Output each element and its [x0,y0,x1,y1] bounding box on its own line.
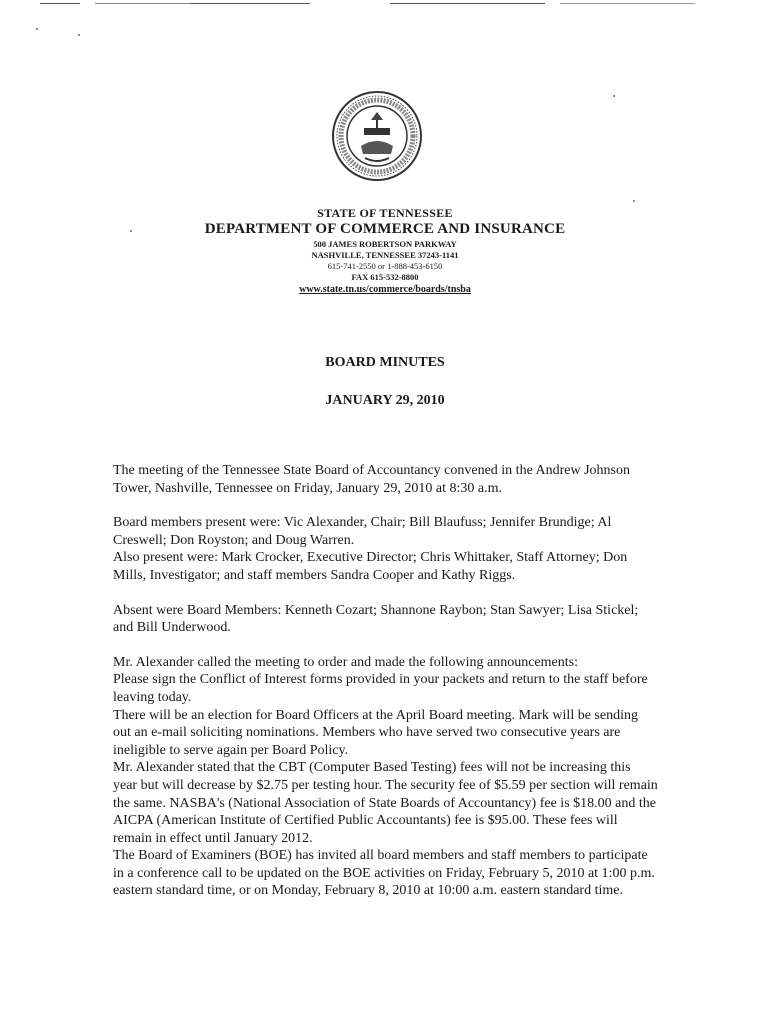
letterhead-department: DEPARTMENT OF COMMERCE AND INSURANCE [204,221,566,237]
scan-artifact-line [560,3,695,4]
tennessee-state-seal-icon [331,90,423,182]
letterhead-city: NASHVILLE, TENNESSEE 37243-1141 [311,250,459,260]
election-paragraph: There will be an election for Board Officers at the April Board meeting. Mark will be sending out an e-mail soliciting nominations. Members who have served two consecutive years are ineligible to serve again per Board Policy. [113,707,638,758]
scan-speck [78,34,80,36]
call-to-order-paragraph: Mr. Alexander called the meeting to order and made the following announcements: [113,654,578,670]
conflict-forms-paragraph: Please sign the Conflict of Interest forms provided in your packets and return to the staff before leaving today. [113,672,648,705]
absent-paragraph: Absent were Board Members: Kenneth Cozart; Shannone Raybon; Stan Sawyer; Lisa Stickel; and Bill Underwood. [113,602,639,636]
opening-paragraph: The meeting of the Tennessee State Board of Accountancy convened in the Andrew Johnson Tower, Nashville, Tennessee on Friday, January 29, 2010 at 8:30 a.m. [113,463,631,496]
minutes-body [113,462,658,900]
scan-artifact-line [95,3,190,4]
scan-artifact-line [390,3,545,4]
document-title: BOARD MINUTES [325,355,445,370]
letterhead-website-link[interactable]: www.state.tn.us/commerce/boards/tnsba [299,284,471,295]
boe-call-paragraph: The Board of Examiners (BOE) has invited all board members and staff members to participate in a conference call to be updated on the BOE activities on Friday, February 5, 2010 at 1:00 p.m. eastern standard time, or on Monday, February 8, 2010 at 10:00 a.m. eastern standard time. [113,848,655,899]
letterhead-address: 500 JAMES ROBERTSON PARKWAY [313,239,457,249]
scan-artifact-line [190,3,310,4]
scan-speck [613,95,615,97]
scan-speck [36,28,38,30]
document-date: JANUARY 29, 2010 [325,393,445,408]
letterhead-fax: FAX 615-532-8800 [351,272,419,282]
letterhead-phone: 615-741-2550 or 1-888-453-6150 [327,261,443,271]
cbt-fees-paragraph: Mr. Alexander stated that the CBT (Computer Based Testing) fees will not be increasing this year but will decrease by $2.75 per testing hour. The security fee of $5.59 per section will remain the same. NASBA's (National Association of State Boards of Accountancy) fee is $18.00 and the AICPA (American Institute of Certified Public Accountants) fee is $95.00. These fees will remain in effect until January 2012. [113,760,658,846]
also-present-paragraph: Also present were: Mark Crocker, Executive Director; Chris Whittaker, Staff Attorney; Don Mills, Investigator; and staff members Sandra Cooper and Kathy Riggs. [113,550,628,583]
members-present-paragraph: Board members present were: Vic Alexander, Chair; Bill Blaufuss; Jennifer Brundige; Al Creswell; Don Royston; and Doug Warren. [113,515,612,548]
letterhead-state: STATE OF TENNESSEE [317,206,453,220]
scan-artifact-line [40,3,80,4]
scan-speck [633,200,635,202]
